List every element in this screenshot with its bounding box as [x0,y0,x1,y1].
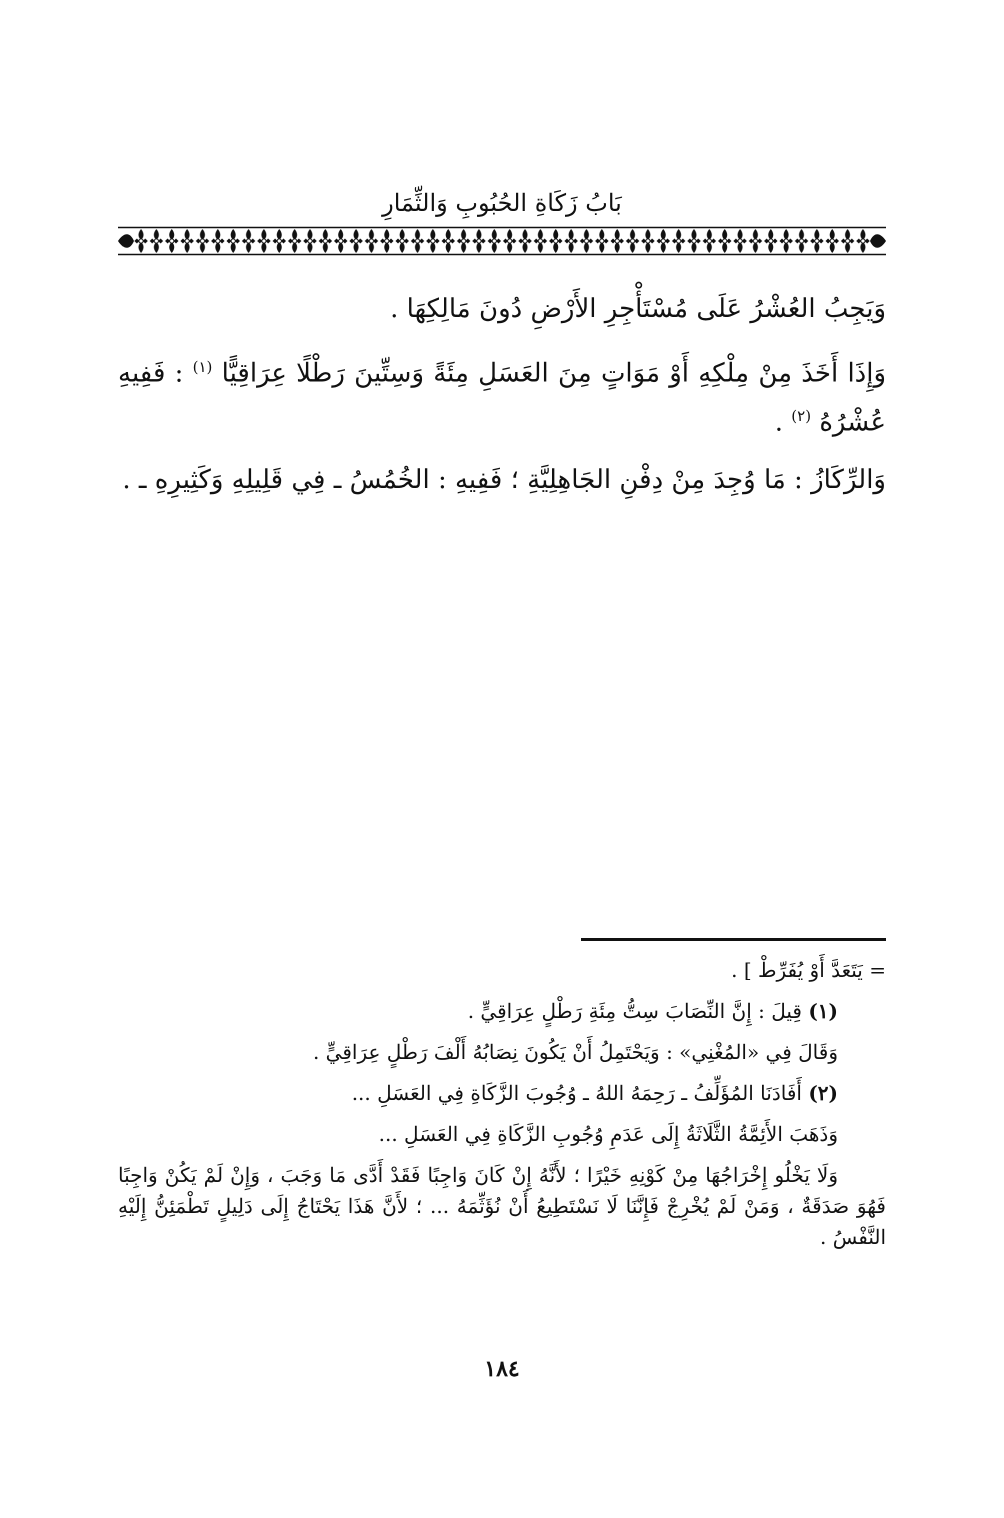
paragraph-honey [118,346,886,443]
page-number: ١٨٤ [484,1356,520,1382]
footnote-1-text: قِيلَ : إِنَّ النِّصَابَ سِتُّ مِئَةِ رَطْلٍ عِرَاقِيٍّ . [467,999,802,1023]
honey-text-start: وَإِذَا أَخَذَ مِنْ مِلْكِهِ أَوْ مَوَاتٍ مِنَ العَسَلِ مِئَةً وَسِتِّينَ رَطْلًا عِرَاقِيًّا [221,358,887,389]
paragraph-rikaz: وَالرِّكَازُ : مَا وُجِدَ مِنْ دِفْنِ الجَاهِلِيَّةِ ؛ فَفِيهِ : الخُمُسُ ـ فِي قَلِيلِهِ وَكَثِيرِهِ ـ . [122,465,886,496]
footnotes [118,955,886,1263]
footnote-2-line-2: وَذَهَبَ الأَئِمَّةُ الثَّلَاثَةُ إِلَى عَدَمِ وُجُوبِ الزَّكَاةِ فِي العَسَلِ ... [378,1122,838,1146]
footnote-ref-2[interactable]: (٢) [791,406,812,425]
footnote-continuation: = يَتَعَدَّ أَوْ يُفَرِّطْ ] . [731,958,886,982]
honey-text-end: . [774,407,783,438]
footnote-separator [581,938,886,941]
chapter-title: بَابُ زَكَاةِ الحُبُوبِ وَالثِّمَارِ [382,189,622,217]
footnote-2-marker: (٢) [808,1081,838,1105]
footnote-2-text: أَفَادَنَا المُؤَلِّفُ ـ رَحِمَهُ اللهُ ـ وُجُوبَ الزَّكَاةِ فِي العَسَلِ ... [351,1081,802,1105]
footnote-1-line-2: وَقَالَ فِي «المُغْنِي» : وَيَحْتَمِلُ أَنْ يَكُونَ نِصَابُهُ أَلْفَ رَطْلٍ عِرَاقِيٍّ . [312,1040,838,1064]
ornamental-border [118,226,886,256]
honey-text-middle: : فَفِيهِ عُشْرُهُ [118,358,886,438]
footnote-1 [118,996,886,1027]
paragraph-tenth-tenant: وَيَجِبُ العُشْرُ عَلَى مُسْتَأْجِرِ الأَرْضِ دُونَ مَالِكِهَا . [390,294,886,324]
footnote-ref-1[interactable]: (١) [192,358,213,376]
footnote-2-line-3: وَلَا يَخْلُو إِخْرَاجُهَا مِنْ كَوْنِهِ خَيْرًا ؛ لأَنَّهُ إِنْ كَانَ وَاجِبًا فَقَدْ أَدَّى مَا وَجَبَ ، وَإِنْ لَمْ يَكُنْ وَاجِبًا فَهُوَ صَدَقَةٌ ، وَمَنْ لَمْ يُخْرِجْ فَإِنَّنَا لَا نَسْتَطِيعُ أَنْ نُؤَثِّمَهُ ... ؛ لأَنَّ هَذَا يَحْتَاجُ إِلَى دَلِيلٍ تَطْمَئِنُّ إِلَيْهِ النَّفْسُ . [118,1163,886,1249]
footnote-2 [118,1078,886,1109]
main-text [118,288,886,517]
footnote-1-marker: (١) [808,999,838,1023]
